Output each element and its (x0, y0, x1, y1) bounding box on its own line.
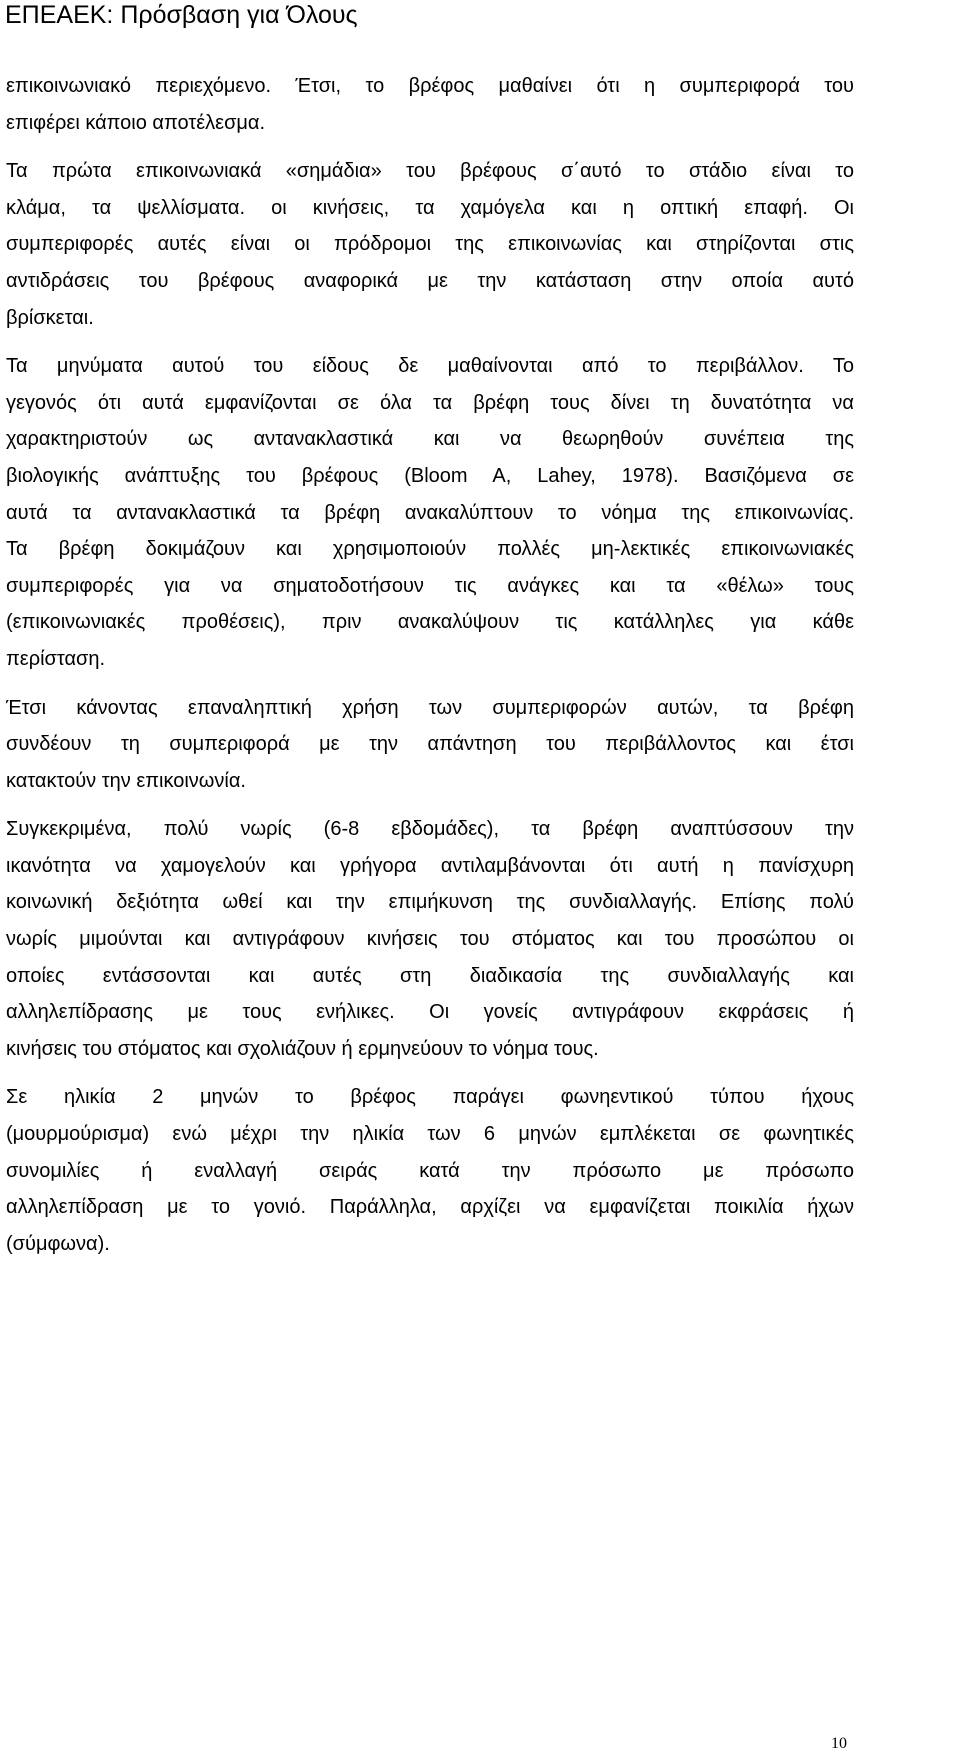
text-line: συμπεριφορές αυτές είναι οι πρόδρομοι της επικοινωνίας και στηρίζονται στις (6, 233, 854, 256)
page-number: 10 (831, 1735, 847, 1752)
text-line: Συγκεκριμένα, πολύ νωρίς (6-8 εβδομάδες), τα βρέφη αναπτύσσουν την (6, 818, 854, 841)
text-line: (επικοινωνιακές προθέσεις), πριν ανακαλύψουν τις κατάλληλες για κάθε (6, 611, 854, 634)
text-line: κοινωνική δεξιότητα ωθεί και την επιμήκυνση της συνδιαλλαγής. Επίσης πολύ (6, 891, 854, 914)
text-line: γεγονός ότι αυτά εμφανίζονται σε όλα τα βρέφη τους δίνει τη δυνατότητα να (6, 391, 854, 414)
text-line: κλάμα, τα ψελλίσματα. οι κινήσεις, τα χαμόγελα και η οπτική επαφή. Οι (6, 196, 854, 219)
text-line: αυτά τα αντανακλαστικά τα βρέφη ανακαλύπτουν το νόημα της επικοινωνίας. (6, 501, 854, 524)
text-line: αλληλεπίδραση με το γονιό. Παράλληλα, αρχίζει να εμφανίζεται ποικιλία ήχων (6, 1196, 854, 1219)
text-line: βρίσκεται. (6, 306, 94, 329)
paragraph-5 (6, 811, 854, 1067)
text-line: Τα μηνύματα αυτού του είδους δε μαθαίνονται από το περιβάλλον. Το (6, 355, 854, 378)
text-line: επιφέρει κάποιο αποτέλεσμα. (6, 111, 266, 134)
text-line: περίσταση. (6, 647, 106, 670)
body-text (6, 68, 854, 1262)
text-line: συνδέουν τη συμπεριφορά με την απάντηση του περιβάλλοντος και έτσι (6, 733, 854, 756)
text-line: συνομιλίες ή εναλλαγή σειράς κατά την πρόσωπο με πρόσωπο (6, 1159, 854, 1182)
text-line: επικοινωνιακό περιεχόμενο. Έτσι, το βρέφος μαθαίνει ότι η συμπεριφορά του (6, 75, 854, 97)
text-line: Σε ηλικία 2 μηνών το βρέφος παράγει φωνηεντικού τύπου ήχους (6, 1086, 854, 1109)
text-line: κινήσεις του στόματος και σχολιάζουν ή ερμηνεύουν το νόημα τους. (6, 1037, 599, 1060)
text-line: βιολογικής ανάπτυξης του βρέφους (Bloom A, Lahey, 1978). Βασιζόμενα σε (6, 464, 854, 487)
text-line: Έτσι κάνοντας επαναληπτική χρήση των συμπεριφορών αυτών, τα βρέφη (6, 696, 854, 719)
paragraph-6 (6, 1079, 854, 1262)
text-line: αλληλεπίδρασης με τους ενήλικες. Οι γονείς αντιγράφουν εκφράσεις ή (6, 1001, 854, 1024)
paragraph-2 (6, 153, 854, 336)
text-line: οποίες εντάσσονται και αυτές στη διαδικασία της συνδιαλλαγής και (6, 964, 854, 987)
paragraph-1 (6, 68, 854, 141)
text-line: χαρακτηριστούν ως αντανακλαστικά και να θεωρηθούν συνέπεια της (6, 428, 854, 451)
text-line: συμπεριφορές για να σηματοδοτήσουν τις ανάγκες και τα «θέλω» τους (6, 574, 854, 597)
text-line: κατακτούν την επικοινωνία. (6, 769, 246, 792)
running-header: ΕΠΕΑΕΚ: Πρόσβαση για Όλους (5, 1, 358, 29)
text-line: νωρίς μιμούνται και αντιγράφουν κινήσεις του στόματος και του προσώπου οι (6, 928, 854, 951)
text-line: (σύμφωνα). (6, 1232, 110, 1255)
text-line: Τα βρέφη δοκιμάζουν και χρησιμοποιούν πολλές μη-λεκτικές επικοινωνιακές (6, 538, 854, 561)
text-line: αντιδράσεις του βρέφους αναφορικά με την κατάσταση στην οποία αυτό (6, 269, 854, 292)
paragraph-3 (6, 348, 854, 677)
text-line: (μουρμούρισμα) ενώ μέχρι την ηλικία των 6 μηνών εμπλέκεται σε φωνητικές (6, 1123, 854, 1146)
text-line: Τα πρώτα επικοινωνιακά «σημάδια» του βρέφους σ΄αυτό το στάδιο είναι το (6, 160, 854, 183)
text-line: ικανότητα να χαμογελούν και γρήγορα αντιλαμβάνονται ότι αυτή η πανίσχυρη (6, 854, 854, 877)
paragraph-4 (6, 690, 854, 800)
